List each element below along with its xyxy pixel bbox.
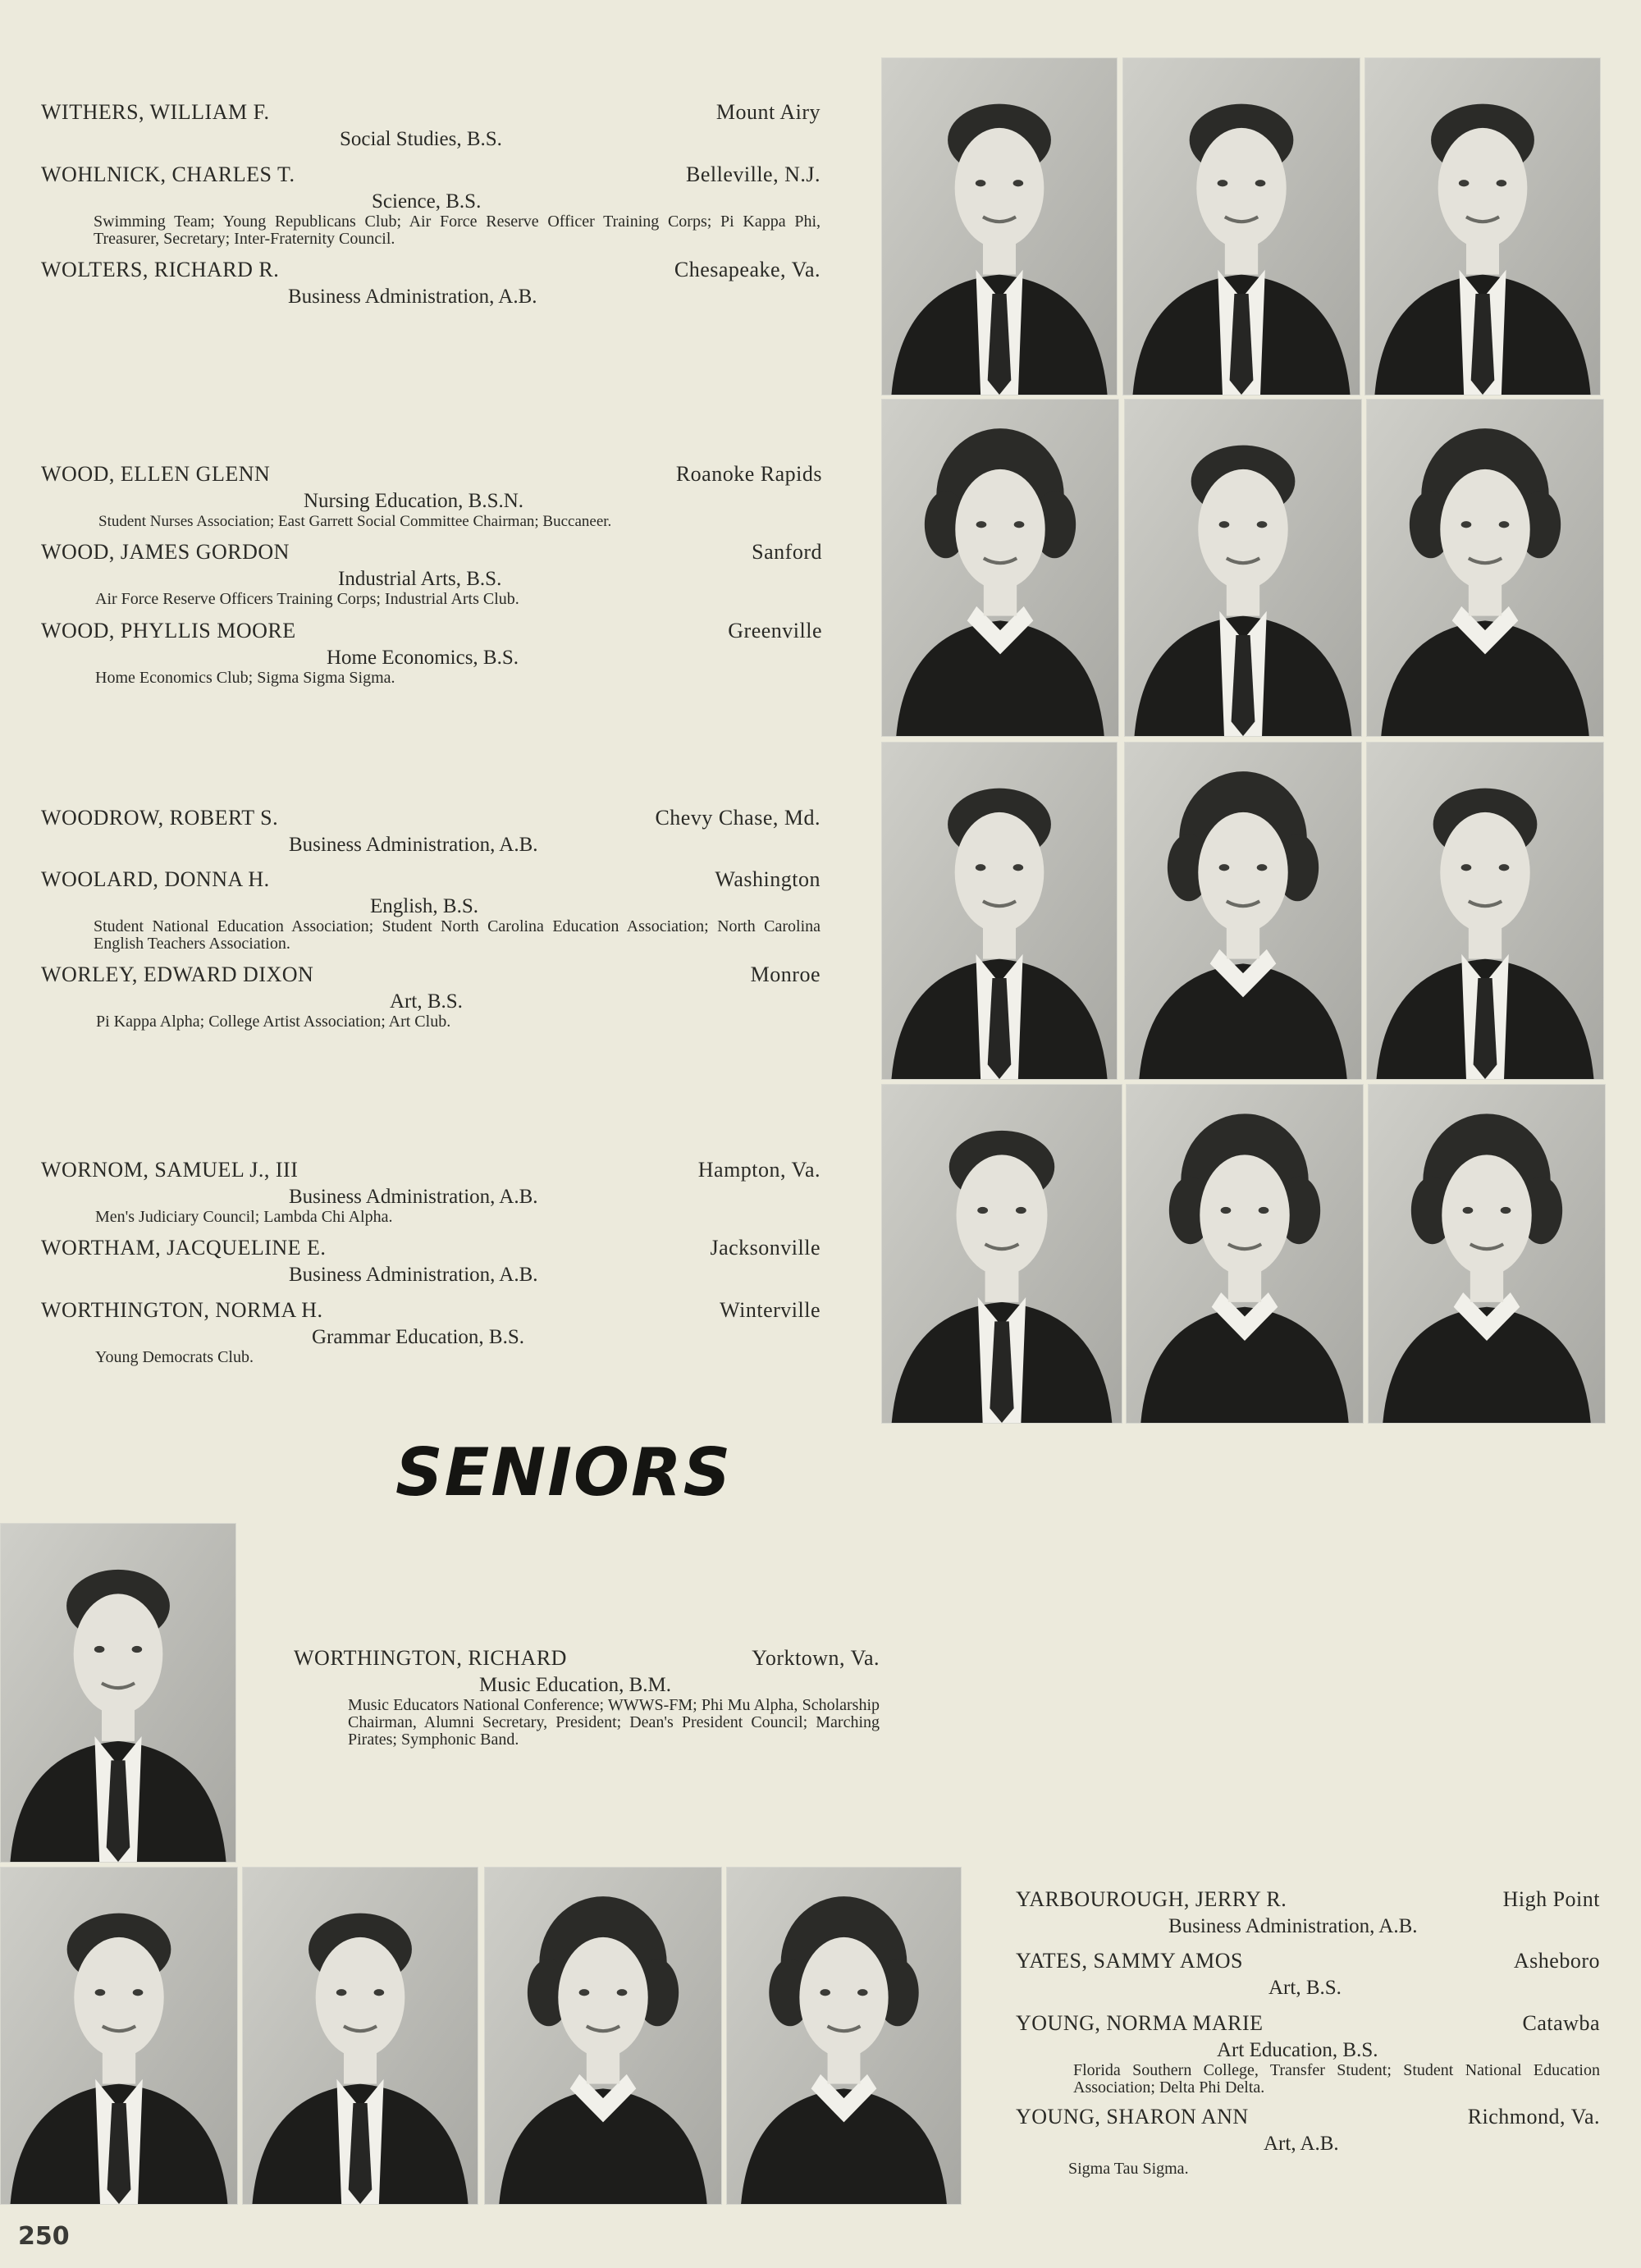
portrait-photo (1124, 399, 1362, 737)
senior-hometown: Catawba (1522, 2011, 1600, 2035)
senior-hometown: Richmond, Va. (1467, 2105, 1600, 2129)
senior-entry (41, 806, 820, 857)
senior-major: Business Administration, A.B. (289, 1264, 538, 1286)
senior-entry (1016, 2105, 1600, 2178)
senior-major: Art, A.B. (1264, 2133, 1339, 2155)
senior-activities: Men's Judiciary Council; Lambda Chi Alpha. (95, 1208, 393, 1226)
senior-name: WOODROW, ROBERT S. (41, 806, 279, 830)
senior-hometown: Hampton, Va. (697, 1158, 820, 1182)
senior-hometown: High Point (1502, 1887, 1600, 1911)
senior-hometown: Belleville, N.J. (686, 162, 820, 186)
senior-name: WOOLARD, DONNA H. (41, 867, 270, 891)
senior-name: WOOD, ELLEN GLENN (41, 462, 271, 486)
senior-major: Business Administration, A.B. (288, 286, 537, 308)
portrait-photo (881, 399, 1119, 737)
senior-activities: Student National Education Association; Student North Carolina Education Association; North Carolina English Teachers Association. (94, 917, 820, 953)
portrait-photo (881, 57, 1118, 396)
senior-entry (41, 1298, 820, 1366)
senior-major: Science, B.S. (372, 190, 482, 213)
portrait-photo (242, 1867, 478, 2205)
page-number: 250 (18, 2222, 70, 2251)
senior-activities: Pi Kappa Alpha; College Artist Association; Art Club. (96, 1013, 451, 1031)
portrait-photo (1122, 57, 1360, 396)
senior-name: YATES, SAMMY AMOS (1016, 1949, 1243, 1973)
senior-entry (1016, 1949, 1600, 2000)
senior-hometown: Chesapeake, Va. (674, 258, 820, 281)
senior-hometown: Yorktown, Va. (752, 1646, 880, 1670)
portrait-photo (0, 1867, 238, 2205)
senior-name: WOHLNICK, CHARLES T. (41, 162, 295, 186)
senior-name: WITHERS, WILLIAM F. (41, 100, 270, 124)
senior-major: Art, B.S. (390, 990, 463, 1013)
senior-hometown: Jacksonville (710, 1236, 820, 1260)
senior-hometown: Monroe (750, 963, 820, 986)
senior-name: WORTHINGTON, RICHARD (294, 1646, 567, 1670)
senior-major: Business Administration, A.B. (289, 834, 538, 856)
senior-major: Art Education, B.S. (1217, 2039, 1378, 2061)
senior-entry (1016, 1887, 1600, 1938)
senior-hometown: Sanford (752, 540, 822, 564)
senior-hometown: Asheboro (1513, 1949, 1600, 1973)
senior-activities: Young Democrats Club. (95, 1348, 254, 1366)
senior-hometown: Roanoke Rapids (675, 462, 822, 486)
senior-name: WORLEY, EDWARD DIXON (41, 963, 314, 986)
senior-entry (1016, 2011, 1600, 2097)
portrait-photo (881, 742, 1118, 1080)
senior-entry (41, 963, 820, 1031)
portrait-photo (1126, 1084, 1364, 1424)
senior-hometown: Greenville (728, 619, 822, 642)
senior-major: Business Administration, A.B. (1168, 1915, 1418, 1937)
senior-name: YOUNG, SHARON ANN (1016, 2105, 1249, 2129)
senior-name: WOOD, JAMES GORDON (41, 540, 290, 564)
senior-major: Nursing Education, B.S.N. (304, 490, 524, 512)
senior-entry (41, 867, 820, 953)
senior-entry (41, 540, 822, 608)
senior-entry (41, 162, 820, 248)
senior-major: Music Education, B.M. (479, 1674, 672, 1696)
portrait-photo (1368, 1084, 1606, 1424)
senior-entry (41, 462, 822, 530)
senior-activities: Sigma Tau Sigma. (1068, 2160, 1189, 2178)
senior-name: WOLTERS, RICHARD R. (41, 258, 280, 281)
senior-major: Industrial Arts, B.S. (338, 568, 502, 590)
senior-hometown: Washington (715, 867, 820, 891)
senior-hometown: Chevy Chase, Md. (655, 806, 820, 830)
senior-name: YOUNG, NORMA MARIE (1016, 2011, 1264, 2035)
senior-name: WORTHAM, JACQUELINE E. (41, 1236, 327, 1260)
senior-activities: Air Force Reserve Officers Training Corps; Industrial Arts Club. (95, 590, 519, 608)
senior-entry (294, 1646, 880, 1749)
senior-major: Business Administration, A.B. (289, 1186, 538, 1208)
senior-major: Grammar Education, B.S. (312, 1326, 524, 1348)
senior-entry (41, 1236, 820, 1287)
senior-entry (41, 258, 820, 309)
senior-activities: Music Educators National Conference; WWWS-FM; Phi Mu Alpha, Scholarship Chairman, Alumni Secretary, President; Dean's President Council; Marching Pirates; Symphonic Band. (348, 1696, 880, 1749)
senior-activities: Home Economics Club; Sigma Sigma Sigma. (95, 669, 395, 687)
portrait-photo (1366, 742, 1604, 1080)
portrait-photo (1366, 399, 1604, 737)
portrait-photo (1124, 742, 1362, 1080)
senior-activities: Florida Southern College, Transfer Student; Student National Education Association; Delta Phi Delta. (1073, 2061, 1600, 2097)
portrait-photo (881, 1084, 1122, 1424)
senior-major: English, B.S. (370, 895, 478, 917)
senior-name: WORTHINGTON, NORMA H. (41, 1298, 323, 1322)
senior-hometown: Winterville (720, 1298, 820, 1322)
portrait-photo (484, 1867, 722, 2205)
section-banner: SENIORS (395, 1434, 733, 1511)
senior-entry (41, 1158, 820, 1226)
senior-major: Social Studies, B.S. (340, 128, 502, 150)
senior-name: WOOD, PHYLLIS MOORE (41, 619, 296, 642)
senior-hometown: Mount Airy (715, 100, 820, 124)
senior-activities: Swimming Team; Young Republicans Club; Air Force Reserve Officer Training Corps; Pi Kappa Phi, Treasurer, Secretary; Inter-Fraternity Council. (94, 213, 820, 248)
portrait-photo (726, 1867, 962, 2205)
senior-activities: Student Nurses Association; East Garrett Social Committee Chairman; Buccaneer. (98, 513, 612, 530)
senior-major: Art, B.S. (1268, 1977, 1342, 1999)
senior-major: Home Economics, B.S. (327, 647, 519, 669)
senior-entry (41, 619, 822, 687)
senior-entry (41, 100, 820, 151)
portrait-photo (1364, 57, 1601, 396)
portrait-photo (0, 1523, 236, 1863)
senior-name: WORNOM, SAMUEL J., III (41, 1158, 299, 1182)
senior-name: YARBOUROUGH, JERRY R. (1016, 1887, 1287, 1911)
